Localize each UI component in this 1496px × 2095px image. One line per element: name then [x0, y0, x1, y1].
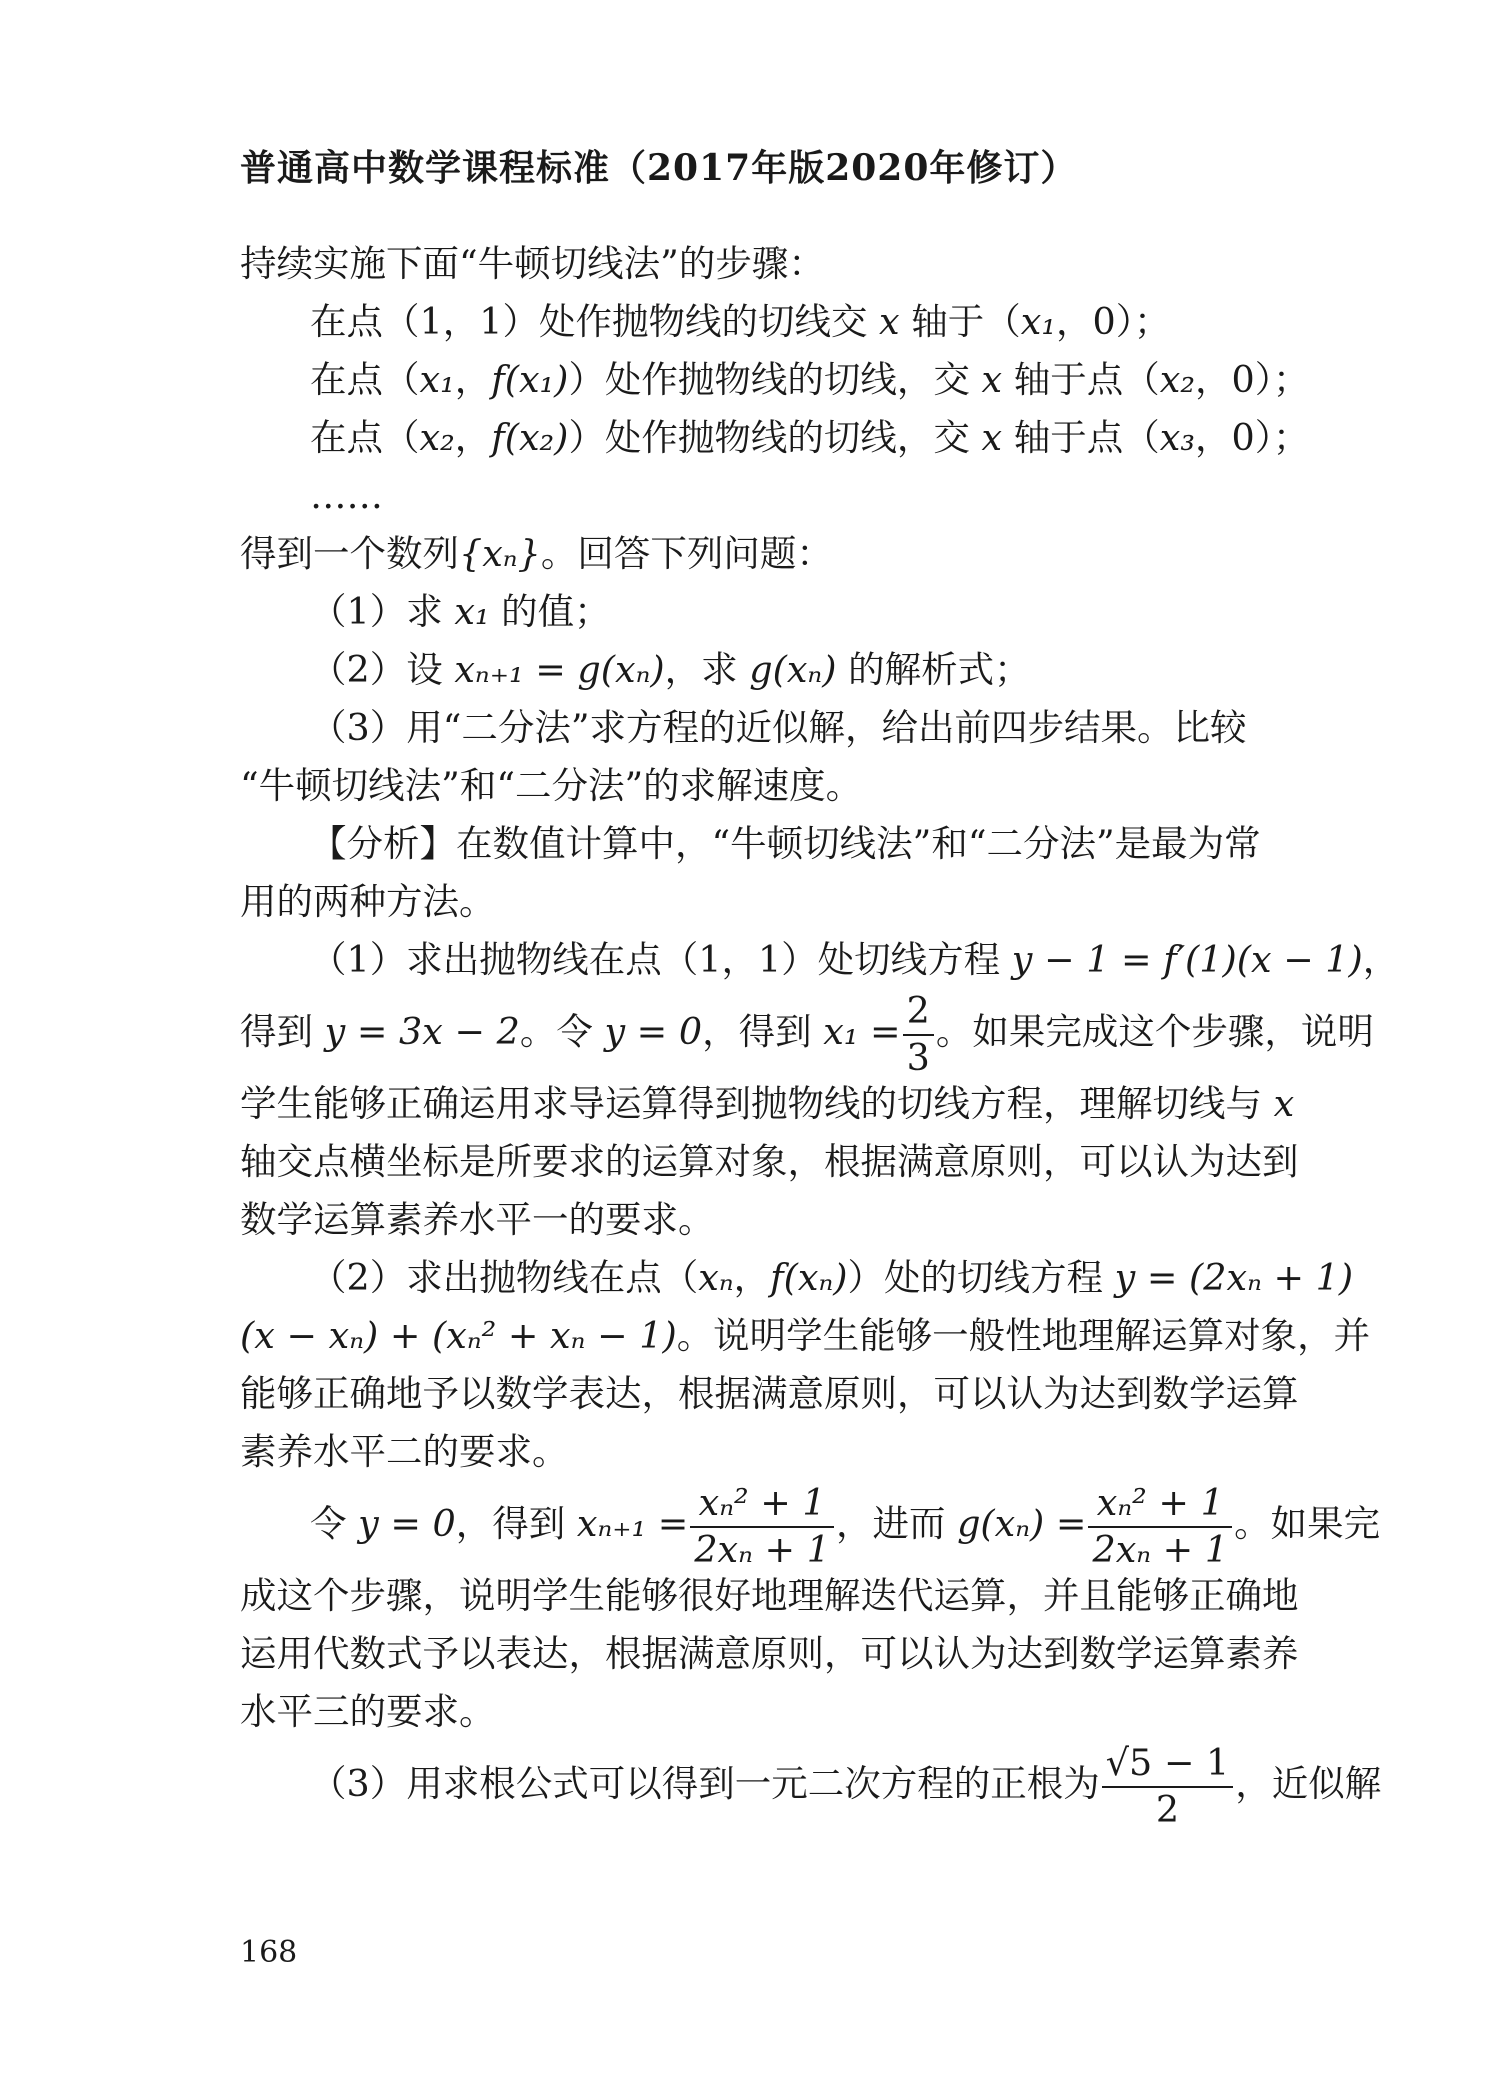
text-line: [240, 235, 1258, 293]
math-var: x₂: [419, 416, 455, 459]
text: （1）求: [310, 590, 455, 633]
text: ，得到: [702, 1010, 824, 1053]
math-var: x₃: [1159, 416, 1195, 459]
text-line: [240, 525, 1258, 583]
text: 。如果完成这个步骤，说明: [935, 1010, 1374, 1053]
text: 能够正确地予以数学表达，根据满意原则，可以认为达到数学运算: [240, 1372, 1299, 1415]
text: 。如果完: [1234, 1502, 1381, 1545]
text: 的解析式；: [836, 648, 1031, 691]
text: ）处作抛物线的切线，交: [568, 416, 982, 459]
text: ）处作抛物线的切线，交: [568, 358, 982, 401]
text: ，求: [664, 648, 750, 691]
text: ，: [454, 416, 492, 459]
fraction-numerator: xₙ² + 1: [690, 1483, 834, 1527]
fraction-numerator: 2: [903, 991, 934, 1035]
text: 水平三的要求。: [240, 1690, 496, 1733]
fraction-numerator: √5 − 1: [1102, 1743, 1234, 1787]
text-line: [240, 1741, 1382, 1831]
text-line: [240, 873, 1258, 931]
text: 。回答下列问题：: [540, 532, 833, 575]
text: “牛顿切线法”和“二分法”的求解速度。: [240, 764, 863, 807]
text-line: [240, 1625, 1299, 1683]
text-line: [240, 931, 1400, 989]
text: ，: [733, 1256, 771, 1299]
math-var: x: [981, 358, 1003, 401]
text-line: [240, 1423, 1258, 1481]
text: ，: [454, 358, 492, 401]
text-line: [240, 467, 1258, 525]
text: ，0）；: [1194, 416, 1310, 459]
math-expr: (x − xₙ) + (xₙ² + xₙ − 1): [240, 1314, 677, 1357]
text: 用的两种方法。: [240, 880, 496, 923]
text: 轴于点（: [1002, 358, 1160, 401]
text: 轴于（: [899, 300, 1021, 343]
math-expr: y = (2xₙ + 1): [1114, 1256, 1354, 1299]
math-var: x₁: [1020, 300, 1056, 343]
text: 得到一个数列: [240, 532, 459, 575]
text-line: [240, 1481, 1381, 1571]
text-line: [240, 815, 1261, 873]
text: ，进而: [835, 1502, 958, 1545]
text: 。说明学生能够一般性地理解运算对象，并: [676, 1314, 1371, 1357]
text: （3）用“二分法”求方程的近似解，给出前四步结果。比较: [310, 706, 1247, 749]
page-number: 168: [240, 1935, 298, 1970]
text-line: [240, 1249, 1354, 1307]
text: 【分析】在数值计算中，“牛顿切线法”和“二分法”是最为常: [310, 822, 1261, 865]
math-expr: y − 1 = f′(1)(x − 1): [1011, 938, 1363, 981]
fraction-numerator: xₙ² + 1: [1088, 1483, 1232, 1527]
text-line: [240, 641, 1258, 699]
text: 持续实施下面“牛顿切线法”的步骤：: [240, 242, 825, 285]
math-expr: y = 0: [358, 1502, 456, 1545]
text: 在点（: [310, 416, 420, 459]
math-expr: xₙ₊₁ = g(xₙ): [454, 648, 665, 691]
text: 在点（: [310, 358, 420, 401]
text: 的值；: [489, 590, 611, 633]
fraction-denominator: 2xₙ + 1: [694, 1527, 830, 1571]
text: 数学运算素养水平一的要求。: [240, 1198, 715, 1241]
math-var: x: [879, 300, 900, 343]
text-line: [240, 699, 1258, 757]
text-line: [240, 583, 1258, 641]
fraction: [690, 1483, 834, 1569]
text-line: [240, 1567, 1299, 1625]
text: 素养水平二的要求。: [240, 1430, 569, 1473]
text: ，: [1362, 938, 1400, 981]
text-line: [240, 757, 1258, 815]
fraction: [1088, 1483, 1232, 1569]
math-var: x: [981, 416, 1003, 459]
text: 令: [310, 1502, 359, 1545]
text: 轴于点（: [1002, 416, 1160, 459]
fraction-denominator: 3: [906, 1035, 930, 1079]
text-line: [240, 351, 1310, 409]
math-expr: xₙ₊₁ =: [576, 1502, 689, 1545]
text-line: [240, 1307, 1371, 1365]
text: ，0）；: [1055, 300, 1171, 343]
text: ……: [310, 474, 383, 517]
math-var: x₂: [1159, 358, 1195, 401]
text: 在点（1，1）处作抛物线的切线交: [310, 300, 880, 343]
fraction-denominator: 2xₙ + 1: [1092, 1527, 1229, 1571]
math-expr: g(xₙ): [749, 648, 837, 691]
text: 得到: [240, 1010, 325, 1053]
text-line: [240, 1191, 1258, 1249]
body-text: [240, 235, 1400, 1831]
running-header: 普通高中数学课程标准（2017年版2020年修订）: [240, 147, 1078, 189]
text: （3）用求根公式可以得到一元二次方程的正根为: [310, 1762, 1100, 1805]
math-expr: x₁ =: [823, 1010, 901, 1053]
text: ，0）；: [1194, 358, 1310, 401]
text-line: [240, 1365, 1299, 1423]
text-line: [240, 409, 1310, 467]
text: 成这个步骤，说明学生能够很好地理解迭代运算，并且能够正确地: [240, 1574, 1299, 1617]
math-expr: y = 3x − 2: [324, 1010, 520, 1053]
fraction: [903, 991, 934, 1077]
fraction-denominator: 2: [1155, 1787, 1180, 1831]
math-var: x₁: [454, 590, 490, 633]
text-line: [240, 293, 1258, 351]
math-expr: f(x₁): [491, 358, 569, 401]
text: 学生能够正确运用求导运算得到抛物线的切线方程，理解切线与: [240, 1082, 1274, 1125]
math-expr: f(xₙ): [770, 1256, 848, 1299]
math-expr: y = 0: [604, 1010, 703, 1053]
text-line: [240, 1133, 1299, 1191]
text: （2）设: [310, 648, 455, 691]
math-var: xₙ: [698, 1256, 734, 1299]
text: （2）求出抛物线在点（: [310, 1256, 699, 1299]
fraction: [1102, 1743, 1234, 1829]
math-expr: {xₙ}: [459, 532, 541, 575]
text: 轴交点横坐标是所要求的运算对象，根据满意原则，可以认为达到: [240, 1140, 1299, 1183]
math-var: x: [1273, 1082, 1295, 1125]
math-var: x₁: [419, 358, 455, 401]
math-expr: f(x₂): [491, 416, 569, 459]
math-expr: g(xₙ) =: [957, 1502, 1087, 1545]
text-line: [240, 1075, 1295, 1133]
text: 。令: [519, 1010, 605, 1053]
text-line: [240, 989, 1374, 1079]
text: 运用代数式予以表达，根据满意原则，可以认为达到数学运算素养: [240, 1632, 1299, 1675]
text-line: [240, 1683, 1258, 1741]
text: ，近似解: [1235, 1762, 1382, 1805]
text: ，得到: [455, 1502, 577, 1545]
text: ）处的切线方程: [847, 1256, 1115, 1299]
text: （1）求出抛物线在点（1，1）处切线方程: [310, 938, 1012, 981]
